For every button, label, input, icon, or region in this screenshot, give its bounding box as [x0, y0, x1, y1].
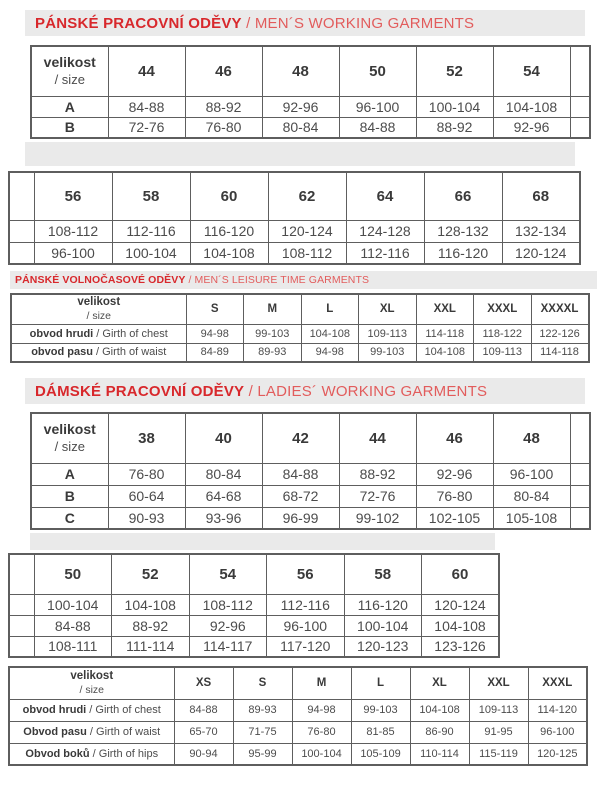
size-header-cell: 60	[422, 554, 500, 594]
mens-working-size-table-upper	[30, 45, 591, 139]
measurement-value-cell: 84-88	[262, 463, 339, 485]
size-header-cell: 62	[268, 172, 346, 220]
measurement-row	[11, 324, 589, 343]
measurement-value-cell: 122-126	[531, 324, 589, 343]
measurement-value-cell: 80-84	[493, 485, 570, 507]
measurement-value-cell: 93-96	[185, 507, 262, 529]
section-title-czech: PÁNSKÉ PRACOVNÍ ODĚVY	[35, 14, 242, 32]
size-header-cell: XL	[359, 294, 417, 324]
size-header-cell: 52	[416, 46, 493, 96]
measurement-value-cell: 65-70	[174, 721, 233, 743]
size-header-cell: L	[351, 667, 410, 699]
measurement-value-cell: 88-92	[416, 117, 493, 138]
ladies-working-size-table-upper	[30, 412, 591, 530]
row-label-cell	[31, 96, 108, 117]
section-separator-bar	[25, 142, 575, 166]
measurement-value-cell: 100-104	[34, 594, 112, 615]
measurement-row	[31, 117, 590, 138]
row-label-cell	[31, 485, 108, 507]
measurement-value-cell: 116-120	[344, 594, 422, 615]
size-table	[8, 553, 500, 658]
measurement-value-cell: 120-124	[268, 220, 346, 242]
measurement-value-cell: 108-112	[268, 242, 346, 264]
row-label-czech: obvod hrudi	[22, 704, 87, 716]
size-header-cell: 38	[108, 413, 185, 463]
measurement-value-cell: 84-88	[108, 96, 185, 117]
measurement-value-cell: 109-113	[469, 699, 528, 721]
mens-working-size-table-lower	[8, 171, 581, 265]
measurement-value-cell: 114-118	[531, 343, 589, 362]
measurement-row	[31, 485, 590, 507]
size-header-cell: 56	[34, 172, 112, 220]
measurement-value-cell: 71-75	[233, 721, 292, 743]
row-label-english: / Girth of hips	[89, 747, 159, 760]
size-header-cell: 66	[424, 172, 502, 220]
measurement-value-cell: 88-92	[112, 615, 190, 636]
size-header-cell: 46	[185, 46, 262, 96]
corner-label-english: / size	[54, 71, 85, 87]
size-table	[10, 293, 590, 363]
measurement-row	[31, 507, 590, 529]
corner-label-czech: velikost	[77, 296, 121, 308]
size-header-row	[9, 667, 587, 699]
measurement-row	[9, 636, 499, 657]
row-label-czech: A	[64, 466, 75, 482]
cutoff-stub-cell	[9, 172, 34, 220]
measurement-row	[9, 594, 499, 615]
ladies-measurement-table	[8, 666, 588, 766]
measurement-value-cell: 114-117	[189, 636, 267, 657]
section-title-ladies-working	[25, 378, 585, 404]
measurement-value-cell: 76-80	[416, 485, 493, 507]
section-title-english: / MEN´S LEISURE TIME GARMENTS	[185, 274, 370, 286]
size-header-cell: 68	[502, 172, 580, 220]
size-header-cell: L	[301, 294, 359, 324]
size-header-cell: 56	[267, 554, 345, 594]
measurement-value-cell: 120-124	[502, 242, 580, 264]
measurement-value-cell: 92-96	[189, 615, 267, 636]
section-title-mens-leisure	[10, 271, 597, 289]
measurement-value-cell: 120-125	[528, 743, 587, 765]
row-label-english: / Girth of waist	[86, 726, 161, 738]
size-header-cell: XXL	[469, 667, 528, 699]
measurement-row	[9, 242, 580, 264]
measurement-value-cell: 99-103	[359, 343, 417, 362]
size-header-cell: 42	[262, 413, 339, 463]
section-title-mens-working	[25, 10, 585, 36]
measurement-value-cell: 76-80	[108, 463, 185, 485]
measurement-value-cell: 99-102	[339, 507, 416, 529]
measurement-value-cell: 112-116	[346, 242, 424, 264]
measurement-row	[9, 721, 587, 743]
size-header-cell: 58	[112, 172, 190, 220]
cutoff-stub-cell	[9, 554, 34, 594]
measurement-value-cell: 92-96	[493, 117, 570, 138]
size-header-cell: XXL	[416, 294, 474, 324]
measurement-value-cell: 72-76	[108, 117, 185, 138]
measurement-value-cell: 96-99	[262, 507, 339, 529]
measurement-value-cell: 109-113	[359, 324, 417, 343]
row-label-cell	[9, 699, 174, 721]
size-header-cell: M	[292, 667, 351, 699]
measurement-value-cell: 100-104	[344, 615, 422, 636]
measurement-value-cell: 72-76	[339, 485, 416, 507]
cutoff-stub-cell	[570, 117, 590, 138]
measurement-value-cell: 86-90	[410, 721, 469, 743]
row-label-czech: Obvod pasu	[23, 726, 87, 738]
measurement-value-cell: 99-103	[351, 699, 410, 721]
measurement-value-cell: 100-104	[416, 96, 493, 117]
measurement-value-cell: 95-99	[233, 743, 292, 765]
measurement-value-cell: 94-98	[301, 343, 359, 362]
row-label-cell	[31, 463, 108, 485]
measurement-value-cell: 84-89	[186, 343, 244, 362]
size-header-cell: 40	[185, 413, 262, 463]
cutoff-stub-cell	[9, 594, 34, 615]
measurement-value-cell: 104-108	[190, 242, 268, 264]
cutoff-stub-cell	[570, 96, 590, 117]
measurement-value-cell: 96-100	[339, 96, 416, 117]
corner-label-english: / size	[79, 683, 104, 696]
measurement-value-cell: 104-108	[493, 96, 570, 117]
corner-velikost-size-cell	[11, 294, 186, 324]
measurement-value-cell: 64-68	[185, 485, 262, 507]
measurement-value-cell: 68-72	[262, 485, 339, 507]
row-label-english: / Girth of chest	[86, 704, 161, 716]
measurement-value-cell: 99-103	[244, 324, 302, 343]
measurement-value-cell: 120-123	[344, 636, 422, 657]
row-label-cell	[31, 117, 108, 138]
size-header-cell: S	[186, 294, 244, 324]
row-label-czech: obvod hrudi	[29, 327, 94, 340]
measurement-value-cell: 114-120	[528, 699, 587, 721]
corner-velikost-size-cell	[31, 46, 108, 96]
cutoff-stub-cell	[570, 485, 590, 507]
measurement-value-cell: 115-119	[469, 743, 528, 765]
size-header-cell: 48	[493, 413, 570, 463]
measurement-value-cell: 96-100	[528, 721, 587, 743]
measurement-value-cell: 111-114	[112, 636, 190, 657]
measurement-value-cell: 100-104	[112, 242, 190, 264]
measurement-value-cell: 108-112	[189, 594, 267, 615]
cutoff-stub-cell	[9, 615, 34, 636]
size-header-cell: XXXXL	[531, 294, 589, 324]
section-title-czech: PÁNSKÉ VOLNOČASOVÉ ODĚVY	[15, 274, 186, 286]
measurement-value-cell: 104-108	[410, 699, 469, 721]
size-header-cell: 52	[112, 554, 190, 594]
size-table	[8, 171, 581, 265]
measurement-value-cell: 94-98	[292, 699, 351, 721]
measurement-value-cell: 104-108	[301, 324, 359, 343]
measurement-value-cell: 96-100	[267, 615, 345, 636]
measurement-value-cell: 80-84	[262, 117, 339, 138]
measurement-value-cell: 105-109	[351, 743, 410, 765]
measurement-value-cell: 114-118	[416, 324, 474, 343]
size-header-cell: 44	[339, 413, 416, 463]
size-header-cell: 58	[344, 554, 422, 594]
size-header-row	[31, 46, 590, 96]
size-header-cell: 50	[34, 554, 112, 594]
cutoff-stub-cell	[570, 463, 590, 485]
measurement-value-cell: 123-126	[422, 636, 500, 657]
measurement-value-cell: 120-124	[422, 594, 500, 615]
measurement-value-cell: 89-93	[233, 699, 292, 721]
cutoff-stub-cell	[570, 507, 590, 529]
measurement-value-cell: 88-92	[339, 463, 416, 485]
measurement-value-cell: 92-96	[262, 96, 339, 117]
size-header-cell: 50	[339, 46, 416, 96]
size-table	[30, 45, 591, 139]
corner-label-czech: velikost	[43, 54, 96, 71]
measurement-row	[9, 615, 499, 636]
measurement-value-cell: 90-93	[108, 507, 185, 529]
measurement-value-cell: 116-120	[190, 220, 268, 242]
cutoff-stub-cell	[570, 46, 590, 96]
size-header-cell: M	[244, 294, 302, 324]
measurement-value-cell: 84-88	[174, 699, 233, 721]
measurement-value-cell: 91-95	[469, 721, 528, 743]
measurement-value-cell: 124-128	[346, 220, 424, 242]
corner-velikost-size-cell	[9, 667, 174, 699]
measurement-value-cell: 105-108	[493, 507, 570, 529]
measurement-row	[9, 743, 587, 765]
measurement-value-cell: 112-116	[267, 594, 345, 615]
corner-label-english: / size	[86, 309, 111, 322]
row-label-czech: obvod pasu	[31, 346, 93, 359]
size-header-row	[31, 413, 590, 463]
corner-label-czech: velikost	[70, 669, 114, 682]
row-label-cell	[9, 743, 174, 765]
section-title-english: / MEN´S WORKING GARMENTS	[241, 14, 475, 32]
measurement-value-cell: 88-92	[185, 96, 262, 117]
mens-leisure-measurement-table	[10, 293, 590, 363]
section-title-english: / LADIES´ WORKING GARMENTS	[244, 382, 488, 400]
measurement-value-cell: 112-116	[112, 220, 190, 242]
size-header-cell: 54	[493, 46, 570, 96]
measurement-row	[31, 96, 590, 117]
row-label-cell	[11, 324, 186, 343]
size-header-cell: 46	[416, 413, 493, 463]
size-table	[30, 412, 591, 530]
row-label-english: / Girth of chest	[93, 327, 168, 340]
measurement-value-cell: 89-93	[244, 343, 302, 362]
size-header-cell: S	[233, 667, 292, 699]
measurement-value-cell: 90-94	[174, 743, 233, 765]
measurement-value-cell: 104-108	[416, 343, 474, 362]
measurement-value-cell: 76-80	[292, 721, 351, 743]
measurement-value-cell: 80-84	[185, 463, 262, 485]
measurement-value-cell: 76-80	[185, 117, 262, 138]
measurement-value-cell: 102-105	[416, 507, 493, 529]
measurement-value-cell: 132-134	[502, 220, 580, 242]
row-label-czech: Obvod boků	[25, 747, 90, 760]
row-label-cell	[31, 507, 108, 529]
size-header-cell: XXXL	[528, 667, 587, 699]
size-header-cell: XS	[174, 667, 233, 699]
size-header-cell: 48	[262, 46, 339, 96]
measurement-value-cell: 128-132	[424, 220, 502, 242]
size-header-row	[9, 554, 499, 594]
size-header-row	[11, 294, 589, 324]
cutoff-stub-cell	[9, 636, 34, 657]
row-label-czech: B	[64, 488, 75, 504]
measurement-row	[11, 343, 589, 362]
measurement-value-cell: 116-120	[424, 242, 502, 264]
measurement-value-cell: 117-120	[267, 636, 345, 657]
measurement-value-cell: 110-114	[410, 743, 469, 765]
section-separator-bar	[30, 533, 495, 550]
measurement-value-cell: 118-122	[474, 324, 532, 343]
size-header-cell: 54	[189, 554, 267, 594]
cutoff-stub-cell	[9, 242, 34, 264]
measurement-value-cell: 94-98	[186, 324, 244, 343]
measurement-value-cell: 100-104	[292, 743, 351, 765]
measurement-value-cell: 81-85	[351, 721, 410, 743]
corner-label-english: / size	[54, 438, 85, 454]
size-header-cell: 44	[108, 46, 185, 96]
size-header-cell: 64	[346, 172, 424, 220]
row-label-czech: C	[64, 509, 75, 526]
measurement-row	[31, 463, 590, 485]
measurement-value-cell: 104-108	[422, 615, 500, 636]
measurement-value-cell: 109-113	[474, 343, 532, 362]
measurement-value-cell: 92-96	[416, 463, 493, 485]
section-title-czech: DÁMSKÉ PRACOVNÍ ODĚVY	[35, 382, 245, 400]
size-header-cell: XXXL	[474, 294, 532, 324]
measurement-row	[9, 220, 580, 242]
ladies-working-size-table-lower	[8, 553, 500, 658]
corner-label-czech: velikost	[43, 421, 96, 438]
measurement-value-cell: 108-112	[34, 220, 112, 242]
row-label-cell	[9, 721, 174, 743]
cutoff-stub-cell	[570, 413, 590, 463]
measurement-value-cell: 84-88	[339, 117, 416, 138]
measurement-value-cell: 96-100	[493, 463, 570, 485]
measurement-value-cell: 96-100	[34, 242, 112, 264]
size-header-cell: 60	[190, 172, 268, 220]
size-table	[8, 666, 588, 766]
size-header-row	[9, 172, 580, 220]
measurement-value-cell: 104-108	[112, 594, 190, 615]
row-label-cell	[11, 343, 186, 362]
corner-velikost-size-cell	[31, 413, 108, 463]
measurement-value-cell: 60-64	[108, 485, 185, 507]
cutoff-stub-cell	[9, 220, 34, 242]
row-label-english: / Girth of waist	[92, 346, 167, 359]
row-label-czech: A	[64, 98, 75, 115]
size-header-cell: XL	[410, 667, 469, 699]
measurement-value-cell: 108-111	[34, 636, 112, 657]
measurement-value-cell: 84-88	[34, 615, 112, 636]
row-label-czech: B	[64, 119, 75, 136]
measurement-row	[9, 699, 587, 721]
